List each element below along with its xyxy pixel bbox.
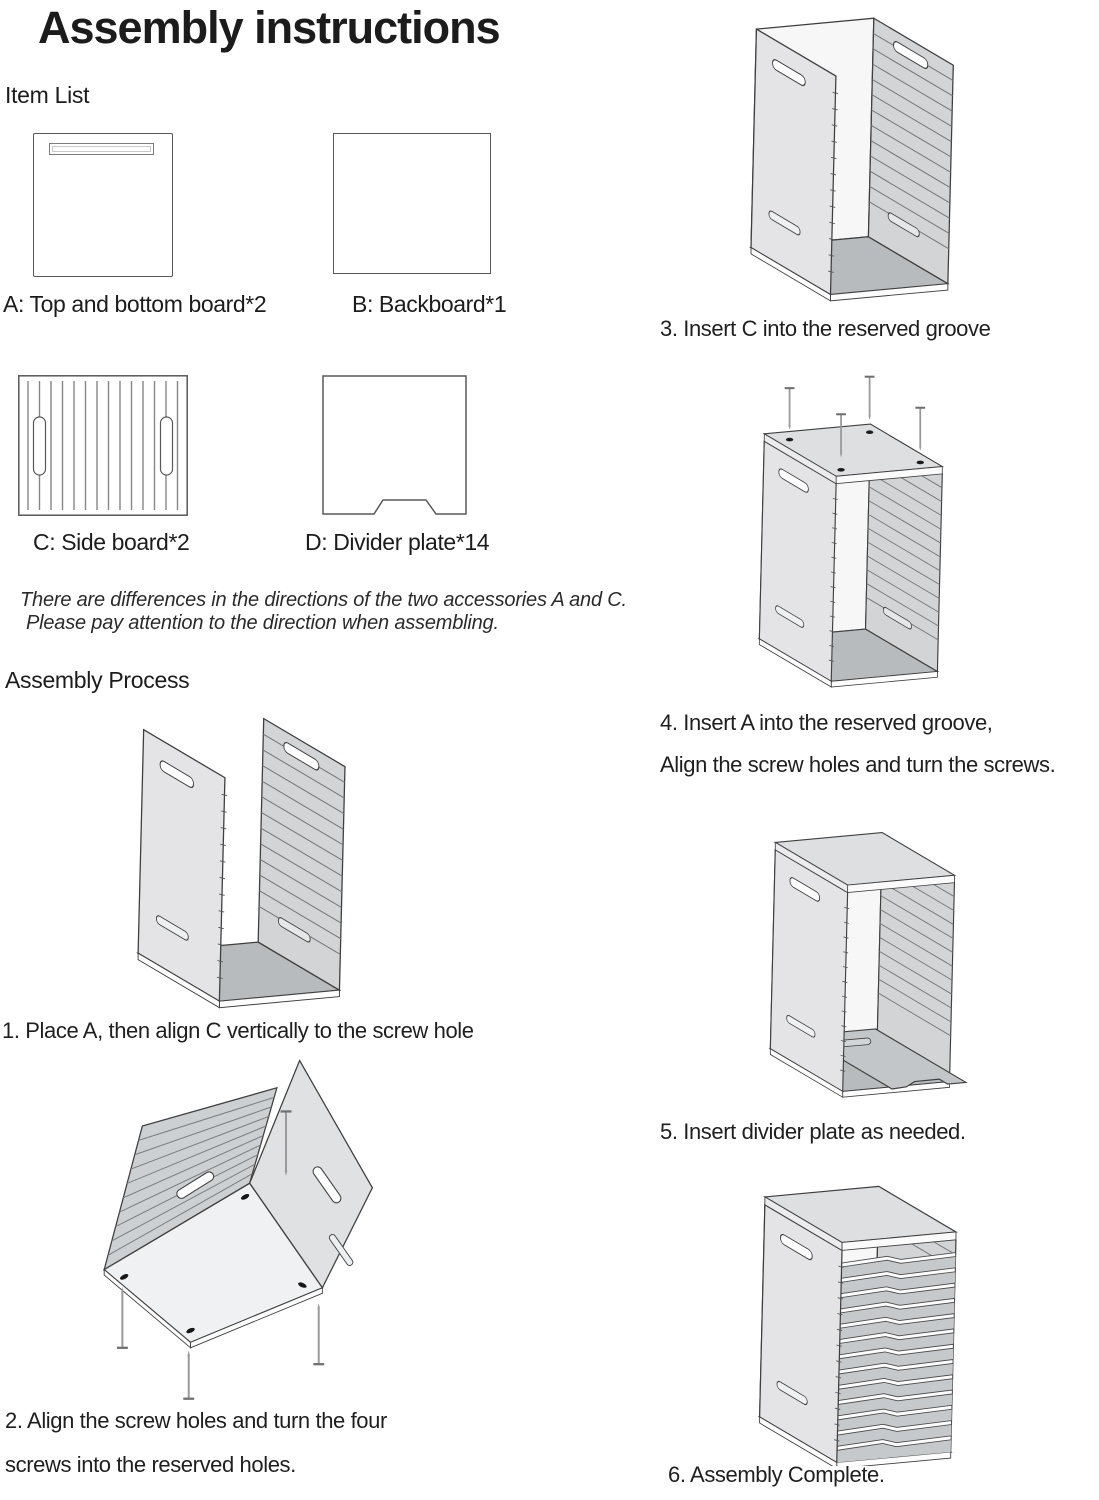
step-1-caption: 1. Place A, then align C vertically to the screw hole bbox=[2, 1018, 474, 1043]
step-3-illustration bbox=[704, 2, 966, 309]
step-3-caption: 3. Insert C into the reserved groove bbox=[660, 316, 991, 341]
item-c-left-handle-slot bbox=[34, 417, 46, 475]
item-c-label: C: Side board*2 bbox=[33, 529, 190, 555]
step-4-caption-line1: 4. Insert A into the reserved groove, bbox=[660, 710, 993, 735]
item-a-diagram bbox=[33, 133, 173, 277]
item-list-heading: Item List bbox=[5, 82, 90, 108]
direction-note-line1: There are differences in the directions of the two accessories A and C. bbox=[20, 589, 627, 611]
item-d-label: D: Divider plate*14 bbox=[305, 529, 490, 555]
assembly-process-heading: Assembly Process bbox=[5, 667, 190, 693]
item-c-diagram bbox=[18, 375, 188, 516]
item-b-diagram bbox=[333, 133, 491, 274]
step-6-illustration bbox=[707, 1168, 970, 1466]
step-2-caption-line1: 2. Align the screw holes and turn the four bbox=[5, 1408, 387, 1433]
step-4-illustration bbox=[712, 366, 957, 701]
item-a-groove-slot bbox=[49, 143, 154, 155]
item-a-label: A: Top and bottom board*2 bbox=[3, 291, 267, 317]
step-1-illustration bbox=[90, 702, 358, 1016]
step-5-caption: 5. Insert divider plate as needed. bbox=[660, 1119, 966, 1144]
step-2-illustration bbox=[95, 1056, 377, 1406]
step-6-caption: 6. Assembly Complete. bbox=[668, 1462, 885, 1487]
page-title: Assembly instructions bbox=[38, 2, 500, 53]
item-d-diagram bbox=[322, 375, 467, 515]
direction-note-line2: Please pay attention to the direction when assembling. bbox=[26, 612, 499, 634]
item-b-label: B: Backboard*1 bbox=[352, 291, 507, 317]
step-4-caption-line2: Align the screw holes and turn the screws. bbox=[660, 752, 1056, 777]
item-c-right-handle-slot bbox=[161, 417, 173, 475]
step-5-illustration bbox=[716, 812, 971, 1112]
step-2-caption-line2: screws into the reserved holes. bbox=[5, 1452, 296, 1477]
